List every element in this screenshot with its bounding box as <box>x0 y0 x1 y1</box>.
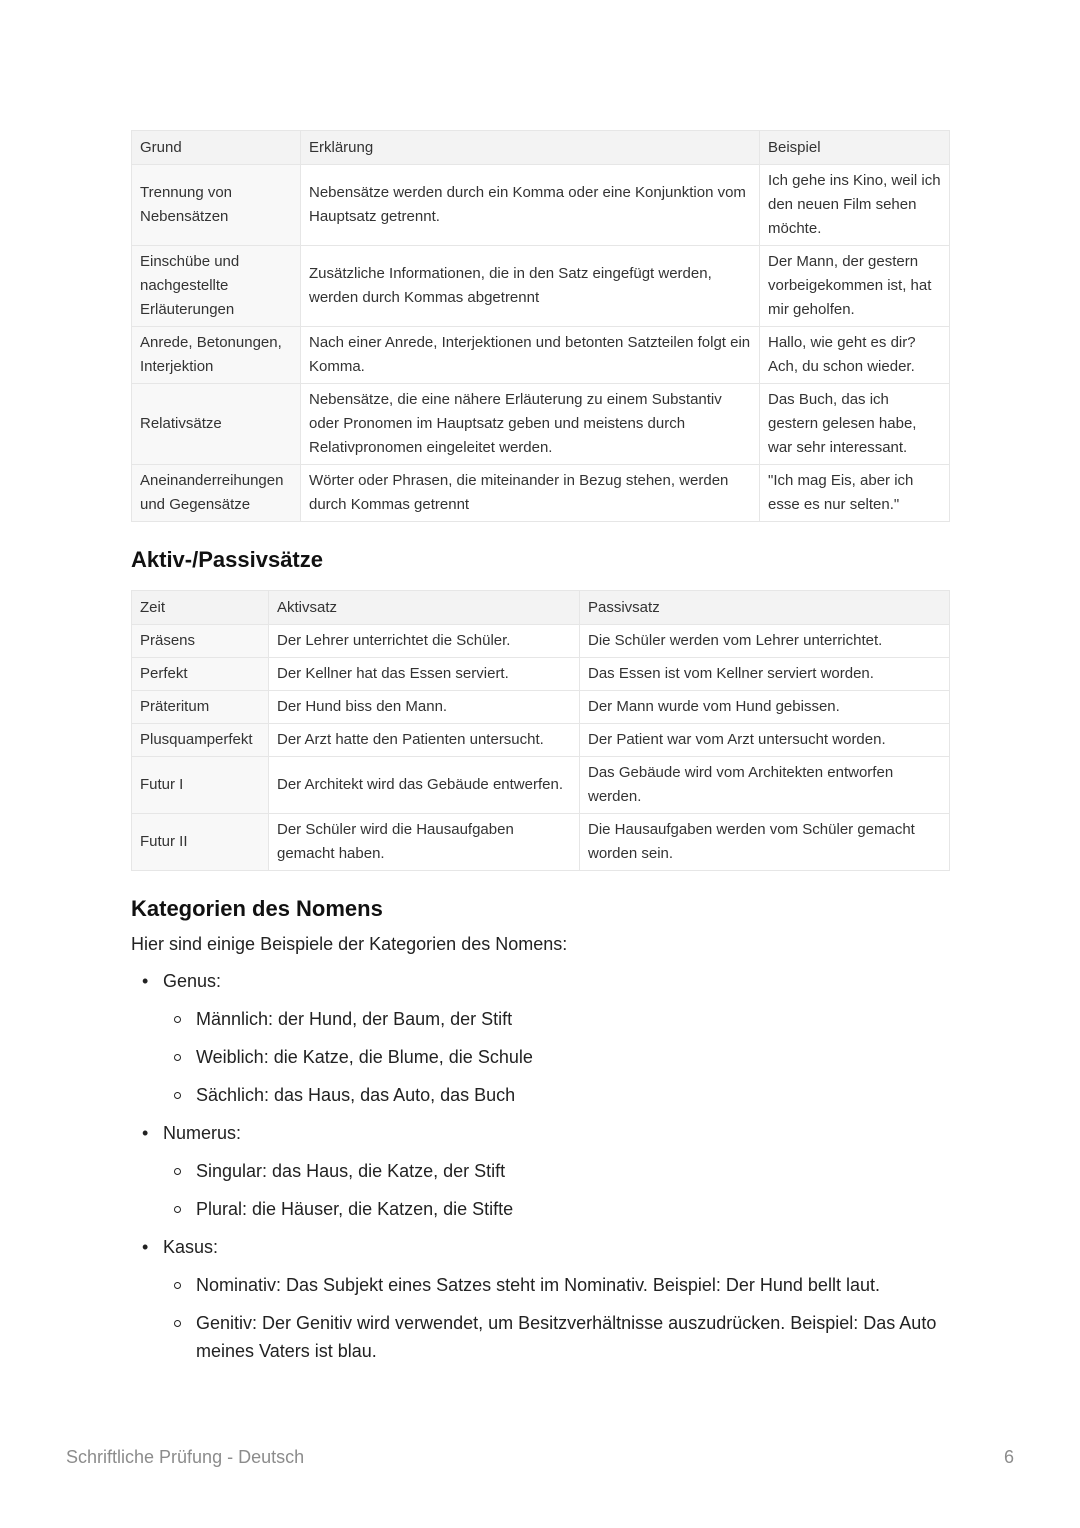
table-row <box>132 814 950 871</box>
table-cell: Der Mann, der gestern vorbeigekommen ist, hat mir geholfen. <box>760 246 950 327</box>
table-header-row <box>132 131 950 165</box>
table-cell: Der Patient war vom Arzt untersucht worden. <box>580 724 950 757</box>
sub-list-item: Weiblich: die Katze, die Blume, die Schule <box>163 1043 949 1071</box>
table-cell: Die Schüler werden vom Lehrer unterrichtet. <box>580 625 950 658</box>
table-cell: Die Hausaufgaben werden vom Schüler gemacht worden sein. <box>580 814 950 871</box>
table-header-row <box>132 591 950 625</box>
sub-list-item: Plural: die Häuser, die Katzen, die Stifte <box>163 1195 949 1223</box>
sub-list-item: Singular: das Haus, die Katze, der Stift <box>163 1157 949 1185</box>
sub-list-item: Nominativ: Das Subjekt eines Satzes steht im Nominativ. Beispiel: Der Hund bellt laut. <box>163 1271 949 1299</box>
category-list <box>131 967 949 1365</box>
table-cell: Wörter oder Phrasen, die miteinander in Bezug stehen, werden durch Kommas getrennt <box>301 465 760 522</box>
column-header: Grund <box>132 131 301 165</box>
table-cell: Der Lehrer unterrichtet die Schüler. <box>269 625 580 658</box>
table-cell: Das Buch, das ich gestern gelesen habe, war sehr interessant. <box>760 384 950 465</box>
column-header: Passivsatz <box>580 591 950 625</box>
table-row <box>132 757 950 814</box>
table-cell: Einschübe und nachgestellte Erläuterungen <box>132 246 301 327</box>
table-cell: Der Hund biss den Mann. <box>269 691 580 724</box>
table-row <box>132 384 950 465</box>
table-row <box>132 246 950 327</box>
table-cell: Anrede, Betonungen, Interjektion <box>132 327 301 384</box>
column-header: Beispiel <box>760 131 950 165</box>
footer-title: Schriftliche Prüfung - Deutsch <box>66 1447 305 1467</box>
table-cell: Das Essen ist vom Kellner serviert worden. <box>580 658 950 691</box>
category-label: Numerus: <box>163 1123 242 1143</box>
table-row <box>132 465 950 522</box>
table-cell: Nebensätze werden durch ein Komma oder eine Konjunktion vom Hauptsatz getrennt. <box>301 165 760 246</box>
sub-list <box>163 1157 949 1223</box>
table-cell: Aneinanderreihungen und Gegensätze <box>132 465 301 522</box>
category-label: Genus: <box>163 971 222 991</box>
list-item <box>131 1119 949 1223</box>
table-cell: Ich gehe ins Kino, weil ich den neuen Film sehen möchte. <box>760 165 950 246</box>
table-row <box>132 724 950 757</box>
table-row <box>132 327 950 384</box>
table-cell: Der Arzt hatte den Patienten untersucht. <box>269 724 580 757</box>
table-cell: Futur I <box>132 757 269 814</box>
table-cell: Der Schüler wird die Hausaufgaben gemacht haben. <box>269 814 580 871</box>
table-row <box>132 691 950 724</box>
sub-list <box>163 1005 949 1109</box>
table-cell: Plusquamperfekt <box>132 724 269 757</box>
aktiv-passiv-table <box>131 590 950 871</box>
sub-list-item: Sächlich: das Haus, das Auto, das Buch <box>163 1081 949 1109</box>
page-number: 6 <box>1003 1447 1014 1467</box>
table-cell: Relativsätze <box>132 384 301 465</box>
section-heading-aktiv-passiv: Aktiv-/Passivsätze <box>131 547 323 572</box>
column-header: Erklärung <box>301 131 760 165</box>
table-cell: Nach einer Anrede, Interjektionen und betonten Satzteilen folgt ein Komma. <box>301 327 760 384</box>
sub-list-item: Genitiv: Der Genitiv wird verwendet, um Besitzverhältnisse auszudrücken. Beispiel: Das Auto meines Vaters ist blau. <box>163 1309 949 1365</box>
table-cell: Präsens <box>132 625 269 658</box>
table-row <box>132 658 950 691</box>
page-content <box>131 130 949 1375</box>
table-cell: Perfekt <box>132 658 269 691</box>
table-cell: Das Gebäude wird vom Architekten entworfen werden. <box>580 757 950 814</box>
table-cell: "Ich mag Eis, aber ich esse es nur selten." <box>760 465 950 522</box>
category-label: Kasus: <box>163 1237 219 1257</box>
column-header: Zeit <box>132 591 269 625</box>
sub-list <box>163 1271 949 1365</box>
table-cell: Der Mann wurde vom Hund gebissen. <box>580 691 950 724</box>
table-cell: Futur II <box>132 814 269 871</box>
table-cell: Trennung von Nebensätzen <box>132 165 301 246</box>
table-cell: Der Architekt wird das Gebäude entwerfen. <box>269 757 580 814</box>
intro-paragraph: Hier sind einige Beispiele der Kategorien des Nomens: <box>131 934 568 954</box>
table-row <box>132 165 950 246</box>
sub-list-item: Männlich: der Hund, der Baum, der Stift <box>163 1005 949 1033</box>
comma-rules-table <box>131 130 950 522</box>
list-item <box>131 1233 949 1365</box>
table-cell: Nebensätze, die eine nähere Erläuterung zu einem Substantiv oder Pronomen im Hauptsatz geben und meistens durch Relativpronomen eingeleitet werden. <box>301 384 760 465</box>
table-cell: Präteritum <box>132 691 269 724</box>
list-item <box>131 967 949 1109</box>
section-heading-nomen: Kategorien des Nomens <box>131 896 383 921</box>
table-cell: Hallo, wie geht es dir? Ach, du schon wieder. <box>760 327 950 384</box>
column-header: Aktivsatz <box>269 591 580 625</box>
table-cell: Der Kellner hat das Essen serviert. <box>269 658 580 691</box>
table-cell: Zusätzliche Informationen, die in den Satz eingefügt werden, werden durch Kommas abgetrennt <box>301 246 760 327</box>
table-row <box>132 625 950 658</box>
